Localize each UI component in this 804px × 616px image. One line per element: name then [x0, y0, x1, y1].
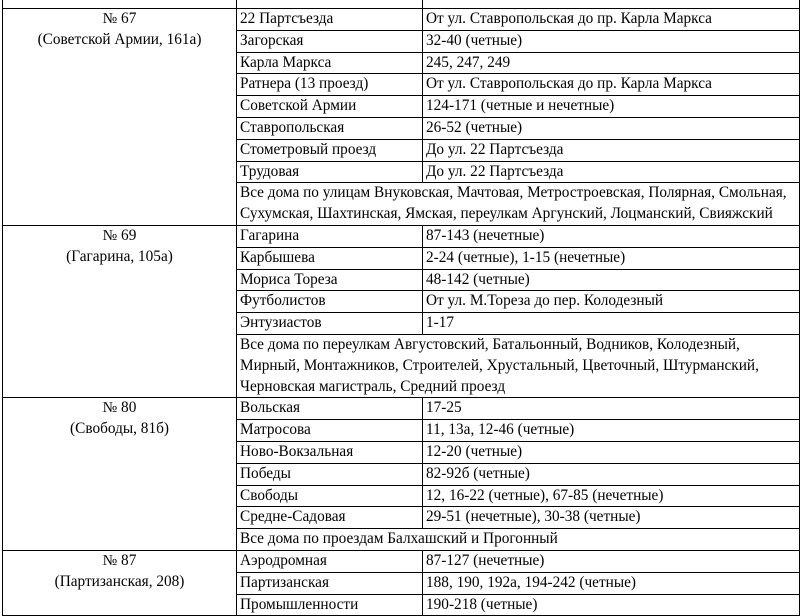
school-address: (Гагарина, 105а)	[66, 247, 173, 265]
street-cell: Советской Армии	[237, 96, 423, 118]
houses-cell: 12-20 (четные)	[423, 441, 800, 463]
school-cell	[3, 9, 237, 226]
houses-cell: До ул. 22 Партсъезда	[423, 161, 800, 183]
school-address: (Свободы, 81б)	[70, 420, 169, 438]
table-row-clipped	[3, 0, 800, 9]
houses-cell: 11, 13а, 12-46 (четные)	[423, 420, 800, 442]
street-cell: Энтузиастов	[237, 313, 423, 335]
street-cell: Средне-Садовая	[237, 507, 423, 529]
houses-cell: От ул. Ставропольская до пр. Карла Маркса	[423, 74, 800, 96]
houses-cell: 87-143 (нечетные)	[423, 225, 800, 247]
school-districts-table	[2, 0, 800, 616]
street-cell: Матросова	[237, 420, 423, 442]
houses-cell: 32-40 (четные)	[423, 30, 800, 52]
street-cell: Стометровый проезд	[237, 139, 423, 161]
street-cell: Загорская	[237, 30, 423, 52]
houses-cell: 124-171 (четные и нечетные)	[423, 96, 800, 118]
street-cell: Вольская	[237, 398, 423, 420]
houses-cell: 26-52 (четные)	[423, 117, 800, 139]
street-cell: 22 Партсъезда	[237, 9, 423, 31]
houses-cell: 82-92б (четные)	[423, 463, 800, 485]
street-cell: Победы	[237, 463, 423, 485]
school-address: (Партизанская, 208)	[54, 572, 185, 590]
school-cell	[3, 398, 237, 551]
houses-cell: От ул. М.Тореза до пер. Колодезный	[423, 291, 800, 313]
houses-cell: 12, 16-22 (четные), 67-85 (нечетные)	[423, 485, 800, 507]
street-cell: Ставропольская	[237, 117, 423, 139]
school-cell-clipped	[3, 0, 237, 9]
street-cell: Мориса Тореза	[237, 269, 423, 291]
school-address: (Советской Армии, 161а)	[37, 30, 202, 48]
houses-cell: 48-142 (четные)	[423, 269, 800, 291]
street-cell: Аэродромная	[237, 550, 423, 572]
table-row	[3, 9, 800, 31]
school-number: № 69	[102, 226, 137, 244]
street-cell: Ново-Вокзальная	[237, 441, 423, 463]
street-cell: Промышленности	[237, 594, 423, 616]
school-cell	[3, 550, 237, 615]
all-houses-note: Все дома по улицам Внуковская, Мачтовая, Метростроевская, Полярная, Смольная, Сухумская, Шахтинская, Ямская, переулкам Аргунский, Лоцманский, Свияжский	[237, 183, 800, 226]
houses-cell: 29-51 (нечетные), 30-38 (четные)	[423, 507, 800, 529]
houses-cell: 17-25	[423, 398, 800, 420]
street-cell	[237, 0, 423, 9]
houses-cell: 87-127 (нечетные)	[423, 550, 800, 572]
street-cell: Карла Маркса	[237, 52, 423, 74]
all-houses-note: Все дома по переулкам Августовский, Батальонный, Водников, Колодезный, Мирный, Монтажников, Строителей, Хрустальный, Цветочный, Штурманский, Черновская магистраль, Средний проезд	[237, 334, 800, 397]
street-cell: Трудовая	[237, 161, 423, 183]
houses-cell	[423, 0, 800, 9]
street-cell: Гагарина	[237, 225, 423, 247]
table-row	[3, 225, 800, 247]
table-row	[3, 398, 800, 420]
school-cell	[3, 225, 237, 397]
houses-cell: 2-24 (четные), 1-15 (нечетные)	[423, 247, 800, 269]
houses-cell: 188, 190, 192а, 194-242 (четные)	[423, 572, 800, 594]
houses-cell: До ул. 22 Партсъезда	[423, 139, 800, 161]
houses-cell: 1-17	[423, 313, 800, 335]
houses-cell: От ул. Ставропольская до пр. Карла Маркса	[423, 9, 800, 31]
school-number: № 80	[102, 399, 137, 417]
table-row	[3, 550, 800, 572]
street-cell: Ратнера (13 проезд)	[237, 74, 423, 96]
school-number: № 67	[102, 10, 137, 27]
houses-cell: 245, 247, 249	[423, 52, 800, 74]
school-number: № 87	[102, 551, 137, 569]
all-houses-note: Все дома по проездам Балхашский и Прогонный	[237, 529, 800, 551]
street-cell: Футболистов	[237, 291, 423, 313]
street-cell: Партизанская	[237, 572, 423, 594]
street-cell: Свободы	[237, 485, 423, 507]
houses-cell: 190-218 (четные)	[423, 594, 800, 616]
street-cell: Карбышева	[237, 247, 423, 269]
